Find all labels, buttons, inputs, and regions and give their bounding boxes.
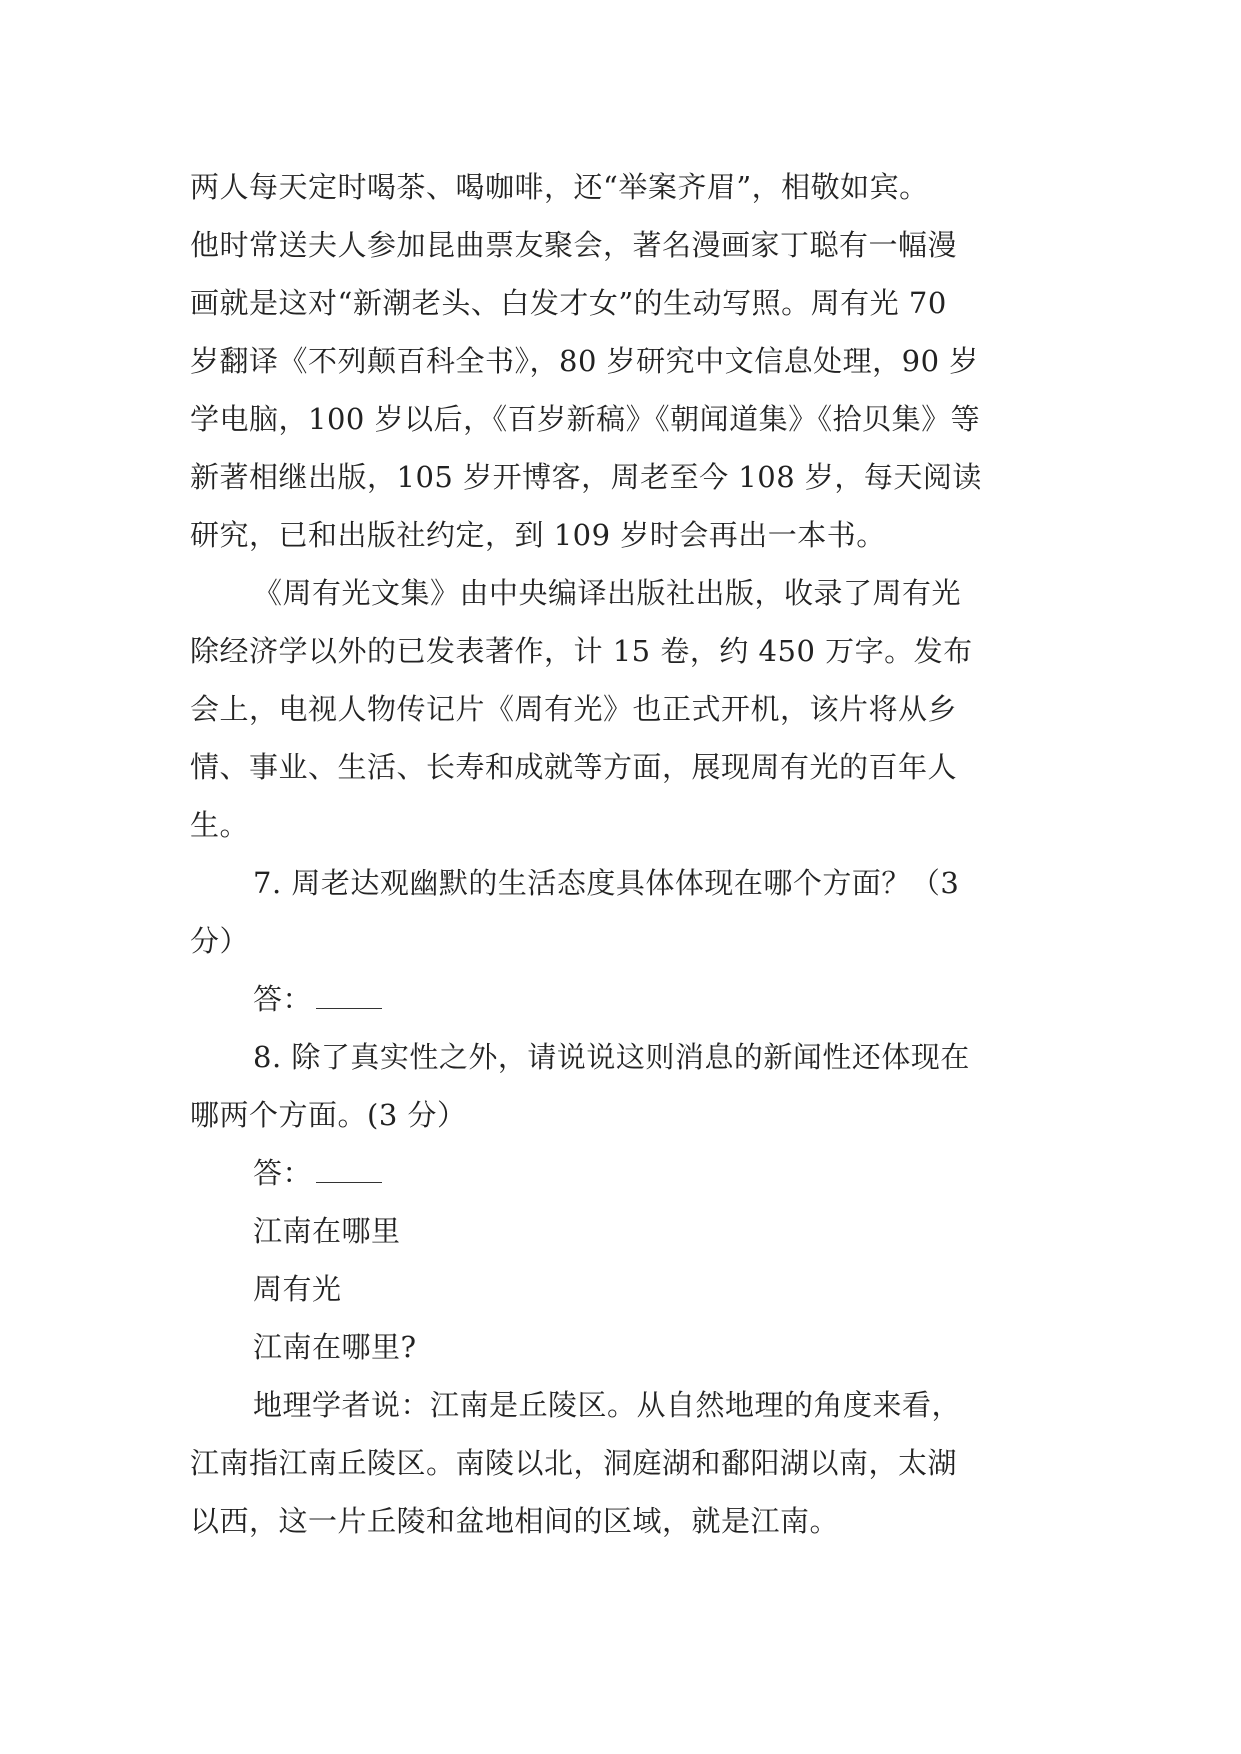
paragraph-line: 以西，这一片丘陵和盆地相间的区域，就是江南。 <box>190 1504 840 1538</box>
question-7-continued: 分） <box>190 924 250 958</box>
answer-line-2 <box>190 1144 1052 1202</box>
paragraph-line: 两人每天定时喝茶、喝咖啡，还“举案齐眉”，相敬如宾。 <box>190 170 929 204</box>
article-subtitle: 江南在哪里? <box>253 1330 417 1364</box>
question-7: 7. 周老达观幽默的生活态度具体体现在哪个方面？（3 <box>253 866 960 900</box>
paragraph-line: 除经济学以外的已发表著作，计 15 卷，约 450 万字。发布 <box>190 634 973 668</box>
answer-label: 答： <box>253 982 313 1016</box>
answer-blank[interactable] <box>316 988 382 1009</box>
paragraph-line: 新著相继出版，105 岁开博客，周老至今 108 岁，每天阅读 <box>190 460 982 494</box>
paragraph-line: 会上，电视人物传记片《周有光》也正式开机，该片将从乡 <box>190 692 958 726</box>
paragraph-line: 研究，已和出版社约定，到 109 岁时会再出一本书。 <box>190 518 886 552</box>
paragraph-line: 他时常送夫人参加昆曲票友聚会，著名漫画家丁聪有一幅漫 <box>190 228 958 262</box>
section-title: 江南在哪里 <box>253 1214 401 1248</box>
paragraph-line: 情、事业、生活、长寿和成就等方面，展现周有光的百年人 <box>190 750 958 784</box>
answer-line-1 <box>190 970 1052 1028</box>
author-name: 周有光 <box>253 1272 342 1306</box>
paragraph-line: 地理学者说：江南是丘陵区。从自然地理的角度来看， <box>253 1388 962 1422</box>
paragraph-line: 画就是这对“新潮老头、白发才女”的生动写照。周有光 70 <box>190 286 947 320</box>
paragraph-line: 学电脑，100 岁以后，《百岁新稿》《朝闻道集》《拾贝集》等 <box>190 402 981 436</box>
paragraph-line: 岁翻译《不列颠百科全书》，80 岁研究中文信息处理，90 岁 <box>190 344 979 378</box>
paragraph-line: 生。 <box>190 808 250 842</box>
question-8-continued: 哪两个方面。(3 分） <box>190 1098 467 1132</box>
question-8: 8. 除了真实性之外，请说说这则消息的新闻性还体现在 <box>253 1040 970 1074</box>
paragraph-line: 江南指江南丘陵区。南陵以北，洞庭湖和鄱阳湖以南，太湖 <box>190 1446 958 1480</box>
answer-label: 答： <box>253 1156 313 1190</box>
answer-blank[interactable] <box>316 1162 382 1183</box>
document-body <box>190 158 1052 1550</box>
paragraph-line: 《周有光文集》由中央编译出版社出版，收录了周有光 <box>253 576 962 610</box>
